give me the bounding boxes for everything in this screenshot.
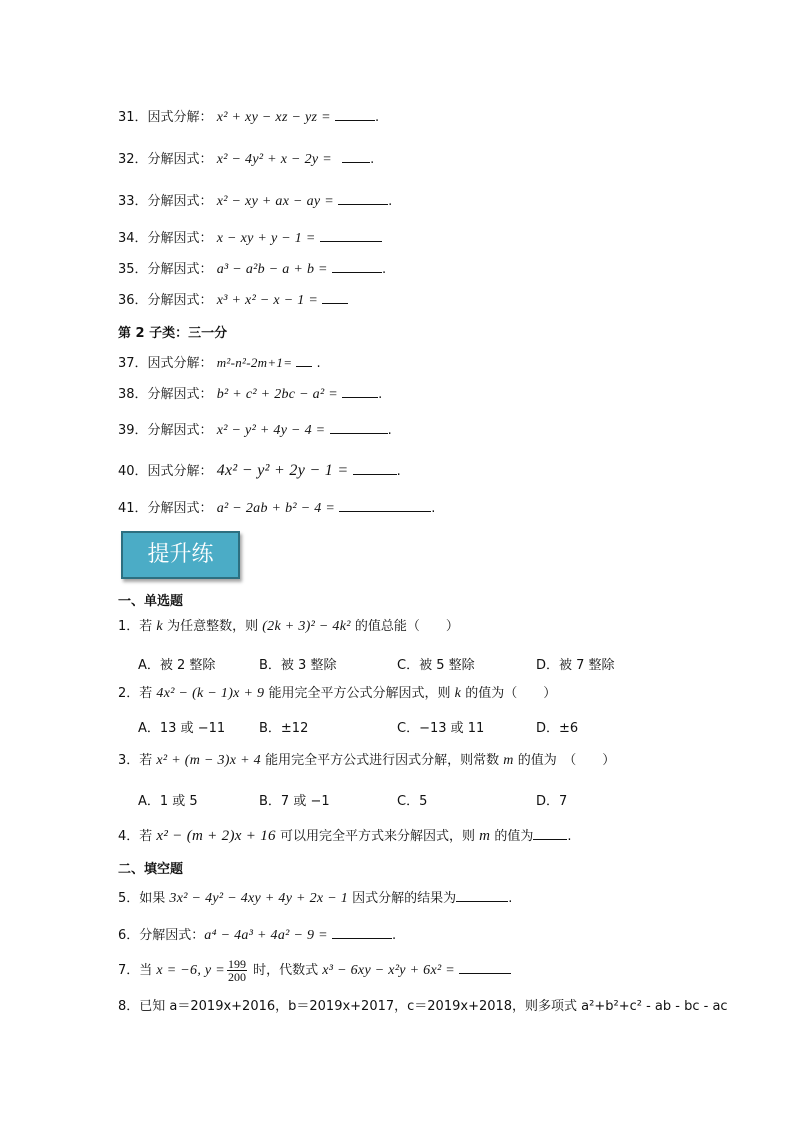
- problem-number: 32．: [118, 152, 148, 167]
- answer-blank[interactable]: [332, 926, 392, 939]
- question-number: 3．: [118, 753, 140, 768]
- question-6: 6．分解因式：a⁴ − 4a³ + 4a² − 9 = .: [118, 928, 397, 943]
- answer-blank[interactable]: [459, 961, 511, 974]
- math-expression: x² + (m − 3)x + 4: [156, 753, 261, 768]
- math-expression: x − xy + y − 1 =: [216, 231, 316, 246]
- problem-31: 31．因式分解： x² + xy − xz − yz = .: [118, 110, 380, 125]
- option-a[interactable]: A．被 2 整除: [138, 658, 216, 673]
- problem-label: 分解因式：: [147, 423, 213, 438]
- problem-number: 39．: [118, 423, 148, 438]
- problem-label: 分解因式：: [147, 387, 213, 402]
- answer-blank[interactable]: [296, 354, 312, 367]
- question-text: 已知 a＝2019x+2016，b＝2019x+2017，c＝2019x+2018，则多项式 a²+b²+c² - ab - bc - ac: [139, 999, 728, 1014]
- problem-label: 分解因式：: [147, 231, 213, 246]
- question-number: 7．: [118, 963, 140, 978]
- problem-label: 分解因式：: [147, 293, 213, 308]
- question-5: 5．如果 3x² − 4y² − 4xy + 4y + 2x − 1 因式分解的结果为 .: [118, 891, 513, 906]
- answer-blank[interactable]: [330, 421, 388, 434]
- math-expression: a⁴ − 4a³ + 4a² − 9 =: [204, 928, 328, 943]
- option-b[interactable]: B．±12: [259, 721, 309, 736]
- problem-label: 因式分解：: [147, 110, 213, 125]
- problem-38: 38．分解因式： b² + c² + 2bc − a² = .: [118, 387, 383, 402]
- problem-40: 40．因式分解： 4x² − y² + 2y − 1 = .: [118, 462, 401, 479]
- option-c[interactable]: C．被 5 整除: [397, 658, 475, 673]
- problem-label: 因式分解：: [147, 356, 213, 371]
- question-number: 6．: [118, 928, 140, 943]
- problem-number: 31．: [118, 110, 148, 125]
- answer-blank[interactable]: [332, 260, 382, 273]
- problem-32: 32．分解因式： x² − 4y² + x − 2y = .: [118, 152, 375, 167]
- question-7: 7．当 x = −6, y = $\frac{199}{200}$ 时，代数式 x³ − 6xy − x²y + 6x² =: [118, 954, 511, 988]
- problem-number: 35．: [118, 262, 148, 277]
- question-1: 1．若 k 为任意整数，则 (2k + 3)² − 4k² 的值总能（ ）: [118, 619, 459, 634]
- answer-blank[interactable]: [533, 827, 567, 840]
- answer-blank[interactable]: [456, 889, 508, 902]
- answer-blank[interactable]: [322, 291, 348, 304]
- problem-number: 38．: [118, 387, 148, 402]
- problem-label: 分解因式：: [147, 501, 213, 516]
- answer-blank[interactable]: [335, 108, 375, 121]
- question-number: 5．: [118, 891, 140, 906]
- section-banner: 提升练: [121, 531, 240, 579]
- option-c[interactable]: C．5: [397, 794, 428, 809]
- option-a[interactable]: A．1 或 5: [138, 794, 198, 809]
- problem-number: 36．: [118, 293, 148, 308]
- problem-35: 35．分解因式： a³ − a²b − a + b = .: [118, 262, 387, 277]
- math-expression: x = −6, y =: [156, 963, 225, 978]
- question-number: 1．: [118, 619, 140, 634]
- math-expression: a³ − a²b − a + b =: [216, 262, 328, 277]
- answer-blank[interactable]: [339, 499, 431, 512]
- problem-label: 分解因式：: [147, 194, 213, 209]
- option-c[interactable]: C．−13 或 11: [397, 721, 485, 736]
- subsection-heading: 第 2 子类：三一分: [118, 326, 228, 341]
- answer-blank[interactable]: [342, 150, 370, 163]
- question-number: 4．: [118, 829, 140, 844]
- math-expression: x² − (m + 2)x + 16: [156, 828, 276, 844]
- math-expression: (2k + 3)² − 4k²: [262, 619, 351, 634]
- math-expression: x² + xy − xz − yz =: [216, 110, 331, 125]
- answer-blank[interactable]: [342, 385, 378, 398]
- question-3: 3．若 x² + (m − 3)x + 4 能用完全平方公式进行因式分解，则常数 m 的值为 （ ）: [118, 753, 616, 768]
- problem-label: 分解因式：: [147, 262, 213, 277]
- problem-36: [118, 291, 348, 310]
- problem-label: 分解因式：: [147, 152, 213, 167]
- answer-blank[interactable]: [320, 229, 382, 242]
- option-d[interactable]: D．±6: [536, 721, 579, 736]
- math-expression: 3x² − 4y² − 4xy + 4y + 2x − 1: [169, 891, 349, 906]
- option-d[interactable]: D．被 7 整除: [536, 658, 615, 673]
- question-8: [118, 998, 728, 1016]
- option-d[interactable]: D．7: [536, 794, 568, 809]
- question-4: 4．若 x² − (m + 2)x + 16 可以用完全平方式来分解因式，则 m 的值为 .: [118, 828, 572, 844]
- question-2: 2．若 4x² − (k − 1)x + 9 能用完全平方公式分解因式，则 k 的值为（ ）: [118, 686, 557, 701]
- math-expression: x² − y² + 4y − 4 =: [216, 423, 326, 438]
- option-b[interactable]: B．被 3 整除: [259, 658, 337, 673]
- question-number: 2．: [118, 686, 140, 701]
- problem-41: 41．分解因式： a² − 2ab + b² − 4 = .: [118, 501, 436, 516]
- question-number: 8．: [118, 999, 140, 1014]
- problem-label: 因式分解：: [147, 464, 213, 479]
- math-expression: x³ + x² − x − 1 =: [216, 293, 319, 308]
- problem-number: 37．: [118, 356, 148, 371]
- problem-number: 34．: [118, 231, 148, 246]
- problem-number: 33．: [118, 194, 148, 209]
- math-expression: b² + c² + 2bc − a² =: [216, 387, 339, 402]
- option-b[interactable]: B．7 或 −1: [259, 794, 330, 809]
- answer-blank[interactable]: [338, 192, 388, 205]
- math-expression: x² − xy + ax − ay =: [216, 194, 334, 209]
- fraction: $\frac{199}{200}$: [228, 957, 246, 984]
- section-heading-single-choice: 一、单选题: [118, 594, 184, 609]
- problem-number: 40．: [118, 464, 148, 479]
- option-a[interactable]: A．13 或 −11: [138, 721, 226, 736]
- answer-blank[interactable]: [353, 462, 397, 475]
- problem-33: 33．分解因式： x² − xy + ax − ay = .: [118, 194, 393, 209]
- math-expression: 4x² − (k − 1)x + 9: [156, 686, 265, 701]
- math-expression: a² − 2ab + b² − 4 =: [216, 501, 336, 516]
- math-expression: 4x² − y² + 2y − 1 =: [216, 462, 349, 479]
- problem-34: [118, 229, 382, 248]
- math-expression: x³ − 6xy − x²y + 6x² =: [322, 963, 456, 978]
- section-heading-fill-in: 二、填空题: [118, 862, 184, 877]
- math-expression: m²-n²-2m+1=: [216, 355, 293, 370]
- problem-39: 39．分解因式： x² − y² + 4y − 4 = .: [118, 423, 392, 438]
- math-expression: x² − 4y² + x − 2y =: [216, 152, 332, 167]
- problem-37: 37．因式分解： m²-n²-2m+1= .: [118, 355, 321, 371]
- problem-number: 41．: [118, 501, 148, 516]
